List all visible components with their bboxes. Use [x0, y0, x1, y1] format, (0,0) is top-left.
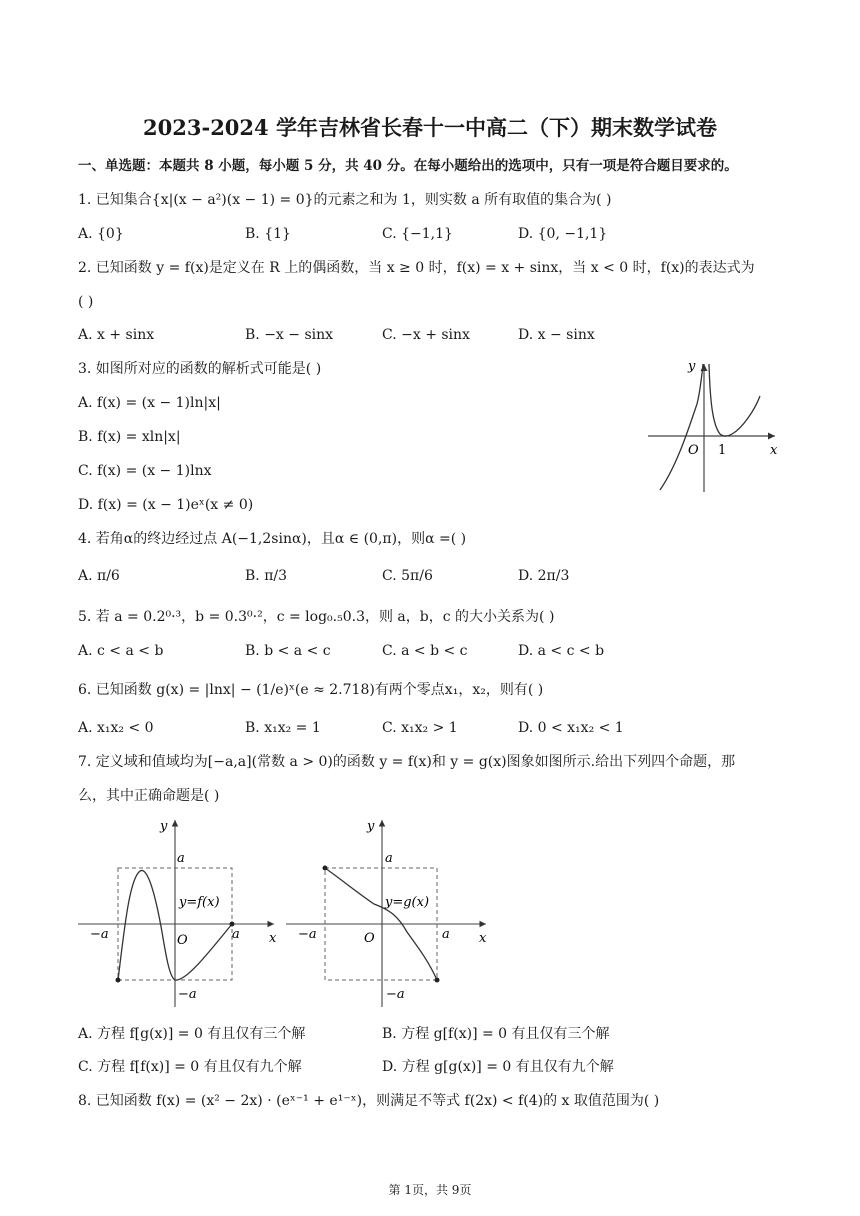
g-y-label: y — [367, 819, 375, 834]
q3-option-d: D. f(x) = (x − 1)eˣ(x ≠ 0) — [78, 497, 254, 513]
f-curve-label: y=f(x) — [179, 895, 220, 910]
q5-option-d: D. a < c < b — [518, 643, 605, 659]
section-header: 一、单选题：本题共 8 小题，每小题 5 分，共 40 分。在每小题给出的选项中，只有一项是符合题目要求的。 — [78, 158, 738, 174]
origin-label: O — [688, 443, 699, 458]
x-axis-label: x — [770, 443, 778, 458]
q1-option-a: A. {0} — [78, 226, 124, 242]
page-title: 2023-2024 学年吉林省长春十一中高二（下）期末数学试卷 — [143, 115, 717, 140]
f-right-endpoint — [230, 922, 235, 927]
g-left-endpoint — [323, 866, 328, 871]
g-a-x-label: a — [442, 927, 450, 942]
question-7-stem-cont: 么，其中正确命题是( ) — [78, 788, 220, 804]
q4-option-b: B. π/3 — [245, 568, 288, 584]
q5-option-b: B. b < a < c — [245, 643, 331, 659]
q5-option-a: A. c < a < b — [78, 643, 164, 659]
curve-left-branch — [660, 364, 703, 490]
q6-option-c: C. x₁x₂ > 1 — [382, 720, 458, 736]
f-origin-label: O — [177, 933, 188, 948]
f-neg-a-label: −a — [178, 987, 197, 1002]
q3-option-b: B. f(x) = xln|x| — [78, 429, 181, 445]
g-neg-a-label: −a — [386, 987, 405, 1002]
question-2-stem-cont: ( ) — [78, 294, 94, 310]
q6-option-b: B. x₁x₂ = 1 — [245, 720, 321, 736]
question-8-stem: 8. 已知函数 f(x) = (x² − 2x) · (eˣ⁻¹ + e¹⁻ˣ)，则满足不等式 f(2x) < f(4)的 x 取值范围为( ) — [78, 1093, 660, 1109]
f-left-endpoint — [116, 978, 121, 983]
g-neg-a-x-label: −a — [298, 927, 317, 942]
q3-option-c: C. f(x) = (x − 1)lnx — [78, 463, 212, 479]
q2-option-d: D. x − sinx — [518, 327, 595, 343]
curve-right-branch — [709, 364, 760, 436]
f-a-label: a — [177, 851, 185, 866]
question-1-stem: 1. 已知集合{x|(x − a²)(x − 1) = 0}的元素之和为 1，则实数 a 所有取值的集合为( ) — [78, 192, 612, 208]
tick-label-one: 1 — [718, 443, 727, 458]
graph-g — [286, 819, 487, 1007]
q4-option-d: D. 2π/3 — [518, 568, 570, 584]
q2-option-c: C. −x + sinx — [382, 327, 470, 343]
q2-option-a: A. x + sinx — [78, 327, 155, 343]
q7-option-c: C. 方程 f[f(x)] = 0 有且仅有九个解 — [78, 1059, 302, 1075]
question-2-stem: 2. 已知函数 y = f(x)是定义在 R 上的偶函数，当 x ≥ 0 时，f(x) = x + sinx，当 x < 0 时，f(x)的表达式为 — [78, 260, 755, 276]
page-footer: 第 1页，共 9页 — [388, 1183, 472, 1197]
q6-option-a: A. x₁x₂ < 0 — [78, 720, 154, 736]
q3-option-a: A. f(x) = (x − 1)ln|x| — [78, 395, 221, 411]
g-a-label: a — [385, 851, 393, 866]
q4-option-a: A. π/6 — [78, 568, 120, 584]
y-axis-label: y — [688, 359, 696, 374]
q2-option-b: B. −x − sinx — [245, 327, 334, 343]
f-x-label: x — [269, 931, 277, 946]
q7-option-d: D. 方程 g[g(x)] = 0 有且仅有九个解 — [382, 1059, 614, 1075]
q7-function-graphs — [74, 812, 494, 1012]
graph-f — [78, 819, 277, 1007]
q5-option-c: C. a < b < c — [382, 643, 468, 659]
g-x-label: x — [479, 931, 487, 946]
question-7-stem: 7. 定义域和值域均为[−a,a](常数 a > 0)的函数 y = f(x)和 y = g(x)图象如图所示.给出下列四个命题，那 — [78, 754, 736, 770]
f-y-label: y — [160, 819, 168, 834]
q1-option-c: C. {−1,1} — [382, 226, 453, 242]
question-4-stem: 4. 若角α的终边经过点 A(−1,2sinα)，且α ∈ (0,π)，则α =( ) — [78, 531, 467, 547]
question-6-stem: 6. 已知函数 g(x) = |lnx| − (1/e)ˣ(e ≈ 2.718)有两个零点x₁，x₂，则有( ) — [78, 682, 544, 698]
q6-option-d: D. 0 < x₁x₂ < 1 — [518, 720, 624, 736]
q3-function-graph — [640, 352, 790, 497]
q7-option-a: A. 方程 f[g(x)] = 0 有且仅有三个解 — [78, 1026, 306, 1042]
f-a-x-label: a — [232, 927, 240, 942]
g-right-endpoint — [435, 978, 440, 983]
g-origin-label: O — [364, 931, 375, 946]
question-3-stem: 3. 如图所对应的函数的解析式可能是( ) — [78, 361, 322, 377]
g-curve-label: y=g(x) — [385, 895, 430, 910]
q7-option-b: B. 方程 g[f(x)] = 0 有且仅有三个解 — [382, 1026, 610, 1042]
q1-option-b: B. {1} — [245, 226, 291, 242]
q4-option-c: C. 5π/6 — [382, 568, 433, 584]
q1-option-d: D. {0, −1,1} — [518, 226, 608, 242]
question-5-stem: 5. 若 a = 0.2⁰·³，b = 0.3⁰·²，c = log₀.₅0.3，则 a，b，c 的大小关系为( ) — [78, 609, 555, 625]
f-neg-a-x-label: −a — [90, 927, 109, 942]
